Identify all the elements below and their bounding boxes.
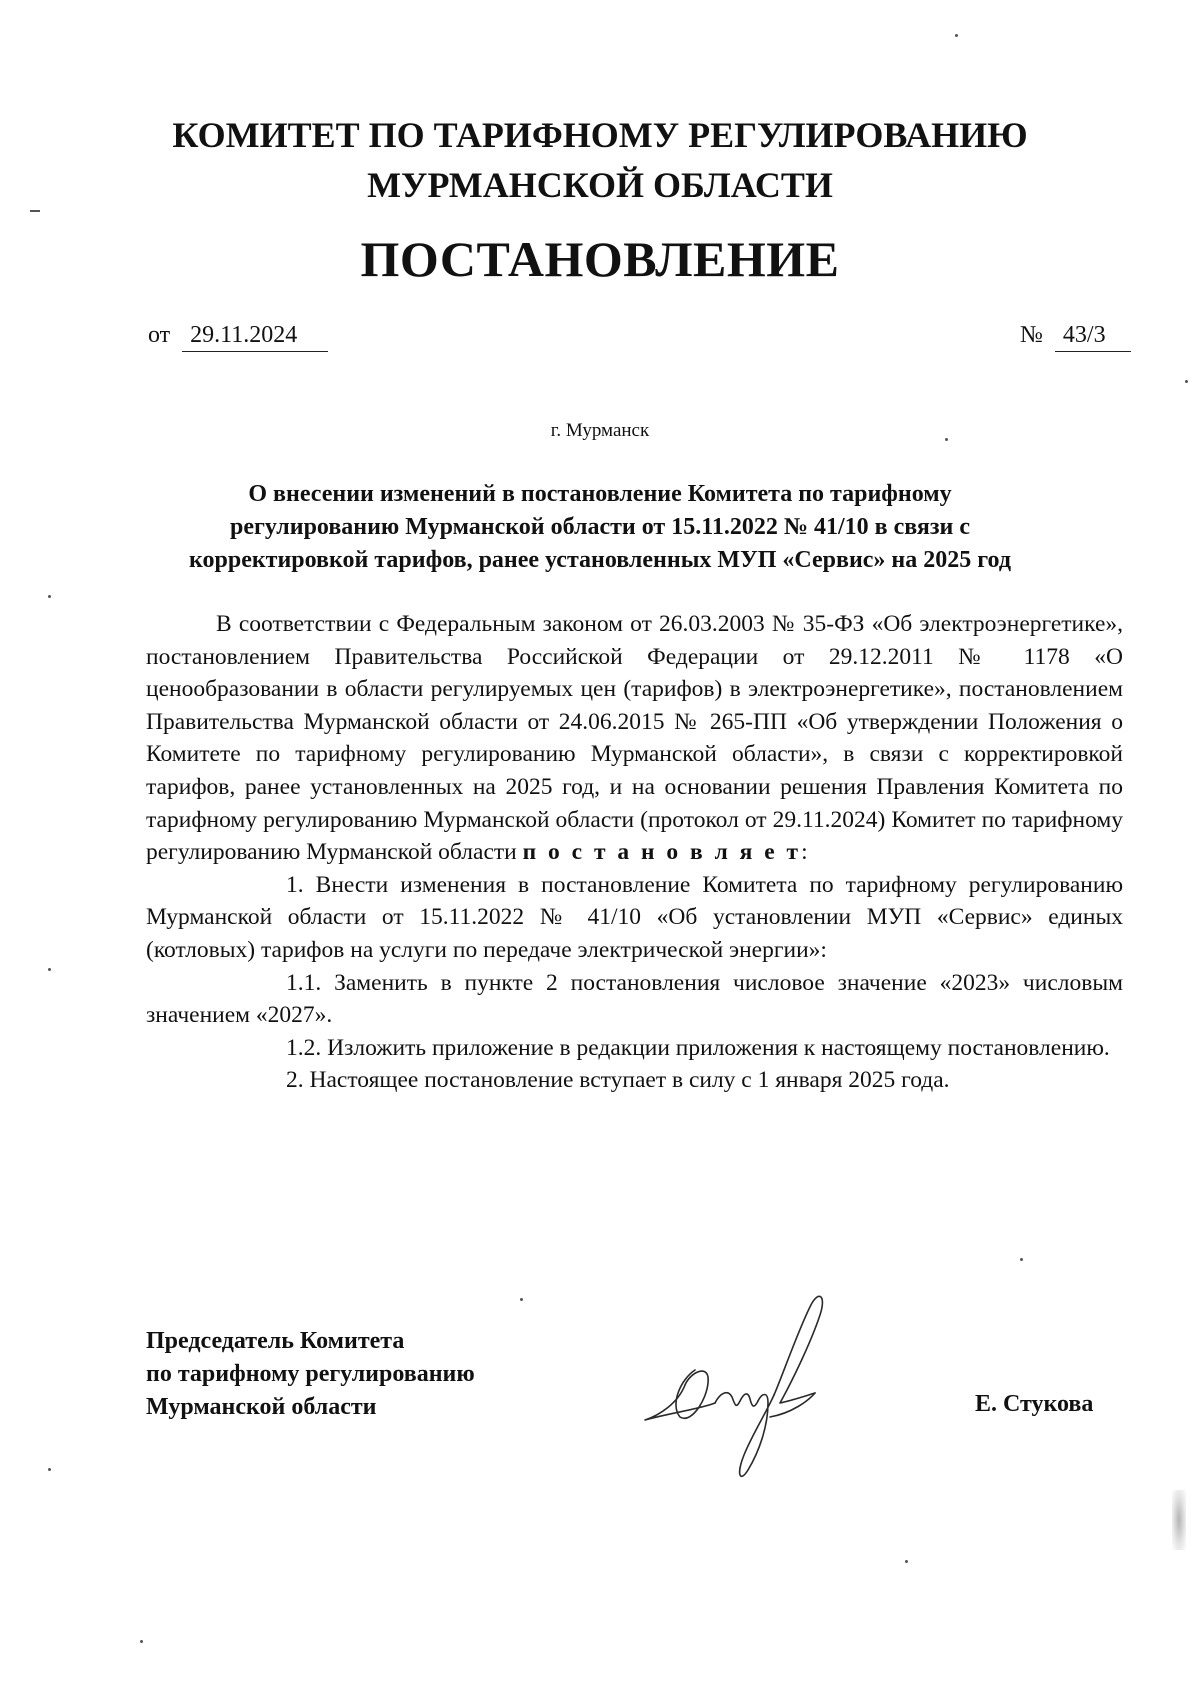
scan-speck [140,1640,143,1643]
scan-speck [945,438,948,441]
scan-speck [30,210,40,212]
scan-speck [1020,1258,1023,1261]
subject-line1: О внесении изменений в постановление Комитета по тарифному [248,481,952,507]
signatory-name: Е. Стукова [975,1391,1094,1417]
document-number: 43/3 [1055,322,1131,352]
signatory-title-line3: Мурманской области [146,1394,377,1420]
subject-line3: корректировкой тарифов, ранее установленных МУП «Сервис» на 2025 год [188,547,1012,573]
item-number: 2. [286,1067,304,1094]
scan-speck [955,34,958,37]
list-item [146,1064,1123,1097]
committee-name-line1: КОМИТЕТ ПО ТАРИФНОМУ РЕГУЛИРОВАНИЮ [172,115,1028,155]
scan-speck [48,595,51,598]
list-item [146,1032,1123,1065]
date-line [148,322,328,352]
committee-name-line2: МУРМАНСКОЙ ОБЛАСТИ [367,165,833,205]
document-subject [0,478,1200,577]
preamble-paragraph [146,608,1123,869]
document-date: 29.11.2024 [182,322,328,352]
signatory-title-line2: по тарифному регулированию [146,1361,475,1387]
scan-speck [520,1298,523,1301]
city: г. Мурманск [550,420,650,441]
list-item [146,869,1123,967]
number-label: № [1020,322,1043,348]
list-item [146,967,1123,1032]
item-text: Изложить приложение в редакции приложения к настоящему постановлению. [327,1034,1110,1061]
handwritten-signature [640,1285,850,1485]
signatory-title [146,1325,475,1424]
signatory-title-line1: Председатель Комитета [146,1328,405,1354]
scan-speck [48,1468,51,1471]
scan-smudge [1172,1490,1186,1550]
date-label: от [148,322,171,348]
item-text: Заменить в пункте 2 постановления числовое значение «2023» числовым значением «2027». [146,969,1123,1029]
scan-speck [905,1560,908,1563]
resolves-colon: : [801,839,808,866]
scan-speck [48,968,51,971]
item-number: 1. [286,871,304,898]
document-body [146,608,1123,1097]
item-text: Настоящее постановление вступает в силу с 1 января 2025 года. [309,1067,950,1094]
scan-speck [1185,380,1188,383]
document-type-title: ПОСТАНОВЛЕНИЕ [360,231,840,287]
item-text: Внести изменения в постановление Комитета по тарифному регулированию Мурманской области от 15.11.2022 № 41/10 «Об установлении МУП «Сервис» единых (котловых) тарифов на услуги по передаче электрической энергии»: [146,871,1124,963]
item-number: 1.1. [286,969,322,996]
subject-line2: регулированию Мурманской области от 15.11.2022 № 41/10 в связи с [229,514,971,540]
item-number: 1.2. [286,1034,322,1061]
committee-name [0,110,1200,210]
preamble-text: В соответствии с Федеральным законом от 26.03.2003 № 35-ФЗ «Об электроэнергетике», постановлением Правительства Российской Федерации от 29.12.2011 № 1178 «О ценообразовании в области регулируемых цен (тарифов) в электроэнергетике», постановлением Правительства Мурманской области от 24.06.2015 № 265-ПП «Об утверждении Положения о Комитете по тарифному регулированию Мурманской области», в связи с корректировкой тарифов, ранее установленных на 2025 год, и на основании решения Правления Комитета по тарифному регулированию Мурманской области (протокол от 29.11.2024) Комитет по тарифному регулированию Мурманской области [146,611,1123,866]
number-line [1020,322,1131,352]
resolves-word: п о с т а н о в л я е т [522,839,802,866]
